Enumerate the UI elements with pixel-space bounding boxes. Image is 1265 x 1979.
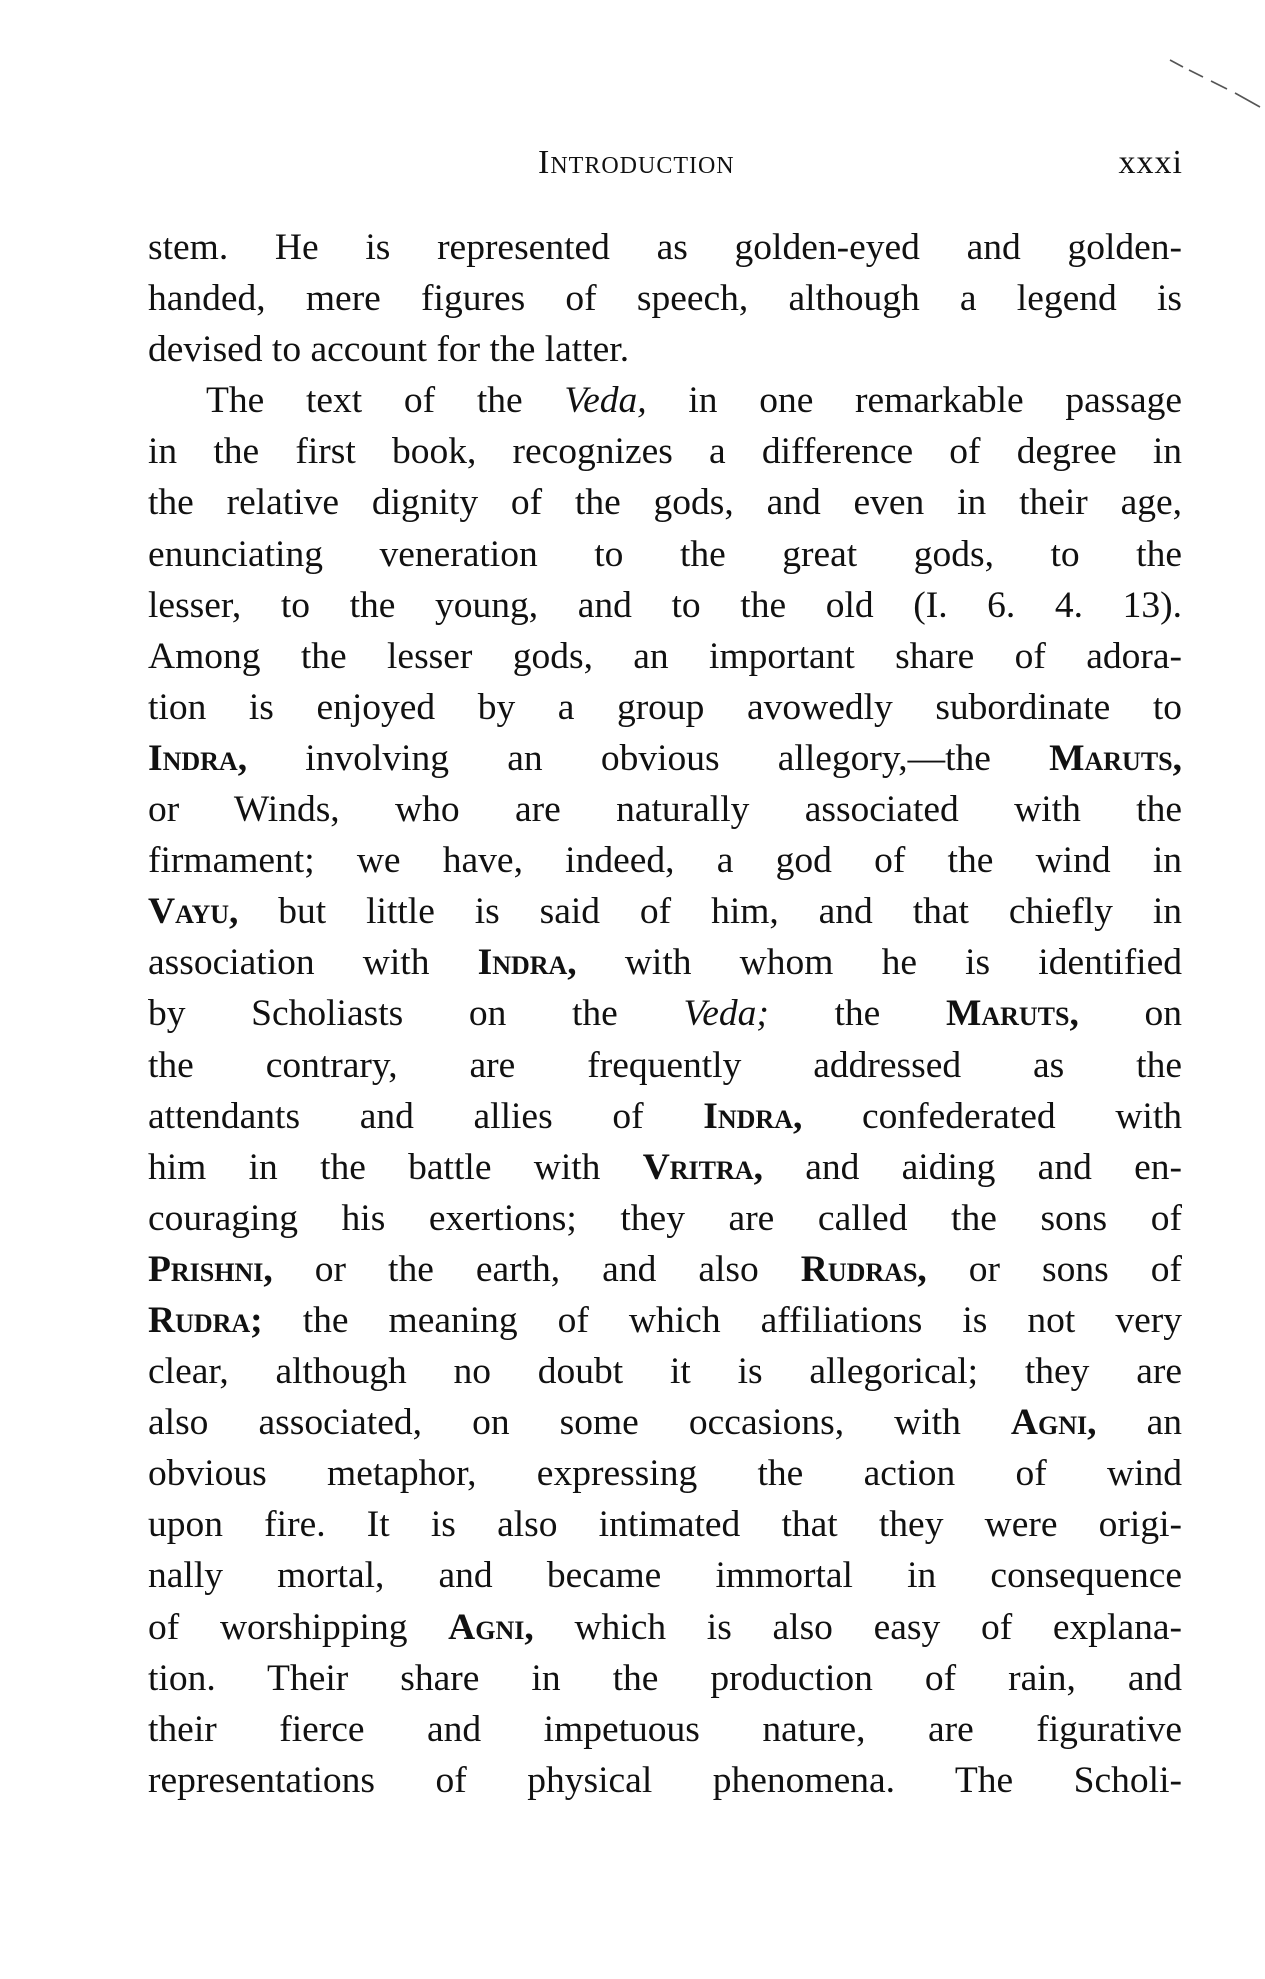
text-run: stem. He is represented as golden-eyed and golden-: [148, 227, 1182, 268]
text-run: tion. Their share in the production of rain, and: [148, 1657, 1182, 1699]
running-head-title: Introduction: [538, 144, 735, 181]
proper-name: Agni,: [1010, 1402, 1097, 1444]
text-line: [148, 477, 1182, 528]
text-line: [148, 1499, 1182, 1550]
text-run: or sons of: [926, 1248, 1182, 1290]
running-head: [168, 144, 1183, 194]
text-run: also associated, on some occasions, with: [148, 1402, 1011, 1444]
text-line: [148, 886, 1182, 937]
italic-title: Veda,: [564, 380, 647, 422]
text-run: their fierce and impetuous nature, are figurative: [148, 1708, 1182, 1750]
text-run: couraging his exertions; they are called the sons of: [148, 1197, 1182, 1239]
text-line: [148, 784, 1182, 835]
text-run: handed, mere figures of speech, although a legend is: [148, 278, 1182, 320]
text-run: with whom he is identified: [576, 942, 1182, 984]
text-line: [148, 324, 1182, 375]
text-line: [148, 426, 1182, 477]
text-run: in the first book, recognizes a difference of degree in: [148, 431, 1182, 473]
text-line: [148, 1704, 1182, 1755]
text-line: [148, 631, 1182, 682]
body-text: [148, 222, 1182, 1806]
text-run: The text of the: [206, 380, 565, 422]
text-run: of worshipping: [148, 1606, 449, 1648]
text-line: [148, 1040, 1182, 1091]
text-line: [148, 1550, 1182, 1601]
text-run: the relative dignity of the gods, and even in their age,: [148, 482, 1182, 524]
text-line: [148, 1448, 1182, 1499]
text-line: [148, 988, 1182, 1039]
italic-title: Veda;: [683, 993, 769, 1035]
text-run: association with: [148, 942, 478, 984]
page-number: xxxi: [1118, 144, 1183, 181]
scan-margin-mark: [1165, 55, 1265, 115]
text-run: lesser, to the young, and to the old (I. 6. 4. 13).: [148, 584, 1182, 626]
text-run: attendants and allies of: [148, 1095, 704, 1137]
text-run: an: [1096, 1402, 1182, 1444]
text-line: [148, 1244, 1182, 1295]
proper-name: Rudras,: [800, 1248, 927, 1290]
proper-name: Indra,: [703, 1095, 803, 1137]
text-run: by Scholiasts on the: [148, 993, 684, 1035]
text-run: which is also easy of explana-: [533, 1606, 1182, 1648]
text-line: [148, 835, 1182, 886]
proper-name: Vritra,: [642, 1146, 763, 1188]
text-line: [148, 1091, 1182, 1142]
text-line: [148, 682, 1182, 733]
text-line: [148, 1295, 1182, 1346]
text-run: nally mortal, and became immortal in consequence: [148, 1555, 1182, 1597]
proper-name: Vayu,: [148, 891, 239, 933]
proper-name: Rudra;: [148, 1299, 263, 1341]
text-line: [148, 273, 1182, 324]
proper-name: Indra,: [148, 737, 248, 779]
text-line: [148, 1755, 1182, 1806]
text-run: obvious metaphor, expressing the action of wind: [148, 1453, 1182, 1495]
text-run: on: [1078, 993, 1182, 1035]
text-run: enunciating veneration to the great gods, to the: [148, 533, 1182, 575]
text-line: [148, 1346, 1182, 1397]
text-run: him in the battle with: [148, 1146, 643, 1188]
text-line: [148, 580, 1182, 631]
text-run: or the earth, and also: [272, 1248, 801, 1290]
text-run: the: [768, 993, 946, 1035]
text-run: in one remarkable passage: [646, 380, 1182, 422]
text-line: [148, 937, 1182, 988]
text-run: confederated with: [802, 1095, 1182, 1137]
text-run: devised to account for the latter.: [148, 329, 630, 371]
proper-name: Maruts,: [945, 993, 1079, 1035]
text-line: [148, 1193, 1182, 1244]
text-line: [148, 529, 1182, 580]
text-run: involving an obvious allegory,—the: [247, 737, 1050, 779]
text-line: [148, 733, 1182, 784]
text-run: or Winds, who are naturally associated with the: [148, 789, 1182, 831]
text-run: Among the lesser gods, an important share of adora-: [148, 635, 1182, 677]
proper-name: Maruts,: [1049, 737, 1182, 779]
text-run: upon fire. It is also intimated that they were origi-: [148, 1504, 1182, 1546]
text-line: [148, 1397, 1182, 1448]
text-line: [148, 1653, 1182, 1704]
proper-name: Agni,: [448, 1606, 534, 1648]
text-line: [148, 222, 1182, 273]
text-line: [148, 1602, 1182, 1653]
text-run: the meaning of which affiliations is not very: [262, 1299, 1182, 1341]
text-line: [148, 1142, 1182, 1193]
text-run: representations of physical phenomena. The Scholi-: [148, 1759, 1182, 1801]
text-run: firmament; we have, indeed, a god of the wind in: [148, 840, 1182, 882]
text-run: clear, although no doubt it is allegorical; they are: [148, 1351, 1182, 1393]
proper-name: Indra,: [477, 942, 577, 984]
text-run: tion is enjoyed by a group avowedly subordinate to: [148, 686, 1182, 728]
text-run: the contrary, are frequently addressed as the: [148, 1044, 1182, 1086]
proper-name: Prishni,: [148, 1248, 273, 1290]
text-run: but little is said of him, and that chiefly in: [238, 891, 1182, 933]
text-run: and aiding and en-: [762, 1146, 1182, 1188]
paragraph-first-line: [148, 375, 1182, 426]
